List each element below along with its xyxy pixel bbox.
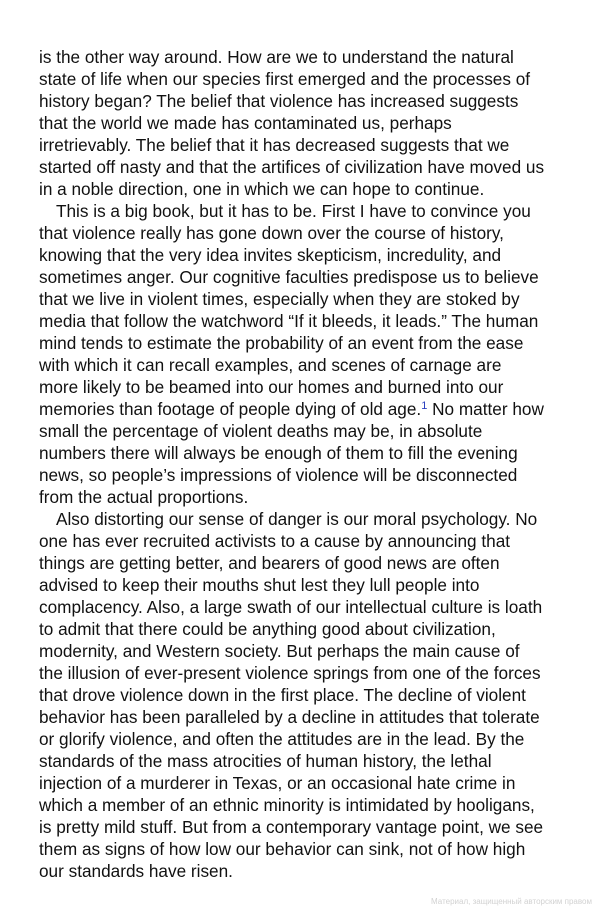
paragraph-2: [39, 200, 563, 508]
paragraph-2-text-before-footnote: This is a big book, but it has to be. First I have to convince you that violence really has gone down over the course of history, knowing that the very idea invites skepticism, incredulity, and sometimes anger. Our cognitive faculties predispose us to believe that we live in violent times, especially when they are stoked by media that follow the watchword “If it bleeds, it leads.” The human mind tends to estimate the probability of an event from the ease with which it can recall examples, and scenes of carnage are more likely to be beamed into our homes and burned into our memories than footage of people dying of old age.: [39, 201, 539, 419]
paragraph-3: Also distorting our sense of danger is our moral psychology. No one has ever recruited activists to a cause by announcing that things are getting better, and bearers of good news are often advised to keep their mouths shut lest they lull people into complacency. Also, a large swath of our intellectual culture is loath to admit that there could be anything good about civilization, modernity, and Western society. But perhaps the main cause of the illusion of ever-present violence springs from one of the forces that drove violence down in the first place. The decline of violent behavior has been paralleled by a decline in attitudes that tolerate or glorify violence, and often the attitudes are in the lead. By the standards of the mass atrocities of human history, the lethal injection of a murderer in Texas, or an occasional hate crime in which a member of an ethnic minority is intimidated by hooligans, is pretty mild stuff. But from a contemporary vantage point, we see them as signs of how low our behavior can sink, not of how high our standards have risen.: [39, 509, 544, 881]
paragraph-2-text-after-footnote: No matter how small the percentage of violent deaths may be, in absolute numbers there will always be enough of them to fill the evening news, so people’s impressions of violence will be disconnected from the actual proportions.: [39, 399, 544, 507]
document-page: [39, 46, 563, 882]
copyright-watermark: Материал, защищенный авторским правом: [431, 897, 592, 906]
paragraph-1: is the other way around. How are we to understand the natural state of life when our species first emerged and the processes of history began? The belief that violence has increased suggests that the world we made has contaminated us, perhaps irretrievably. The belief that it has decreased suggests that we started off nasty and that the artifices of civilization have moved us in a noble direction, one in which we can hope to continue.: [39, 47, 545, 199]
footnote-1-link[interactable]: 1: [421, 400, 428, 413]
